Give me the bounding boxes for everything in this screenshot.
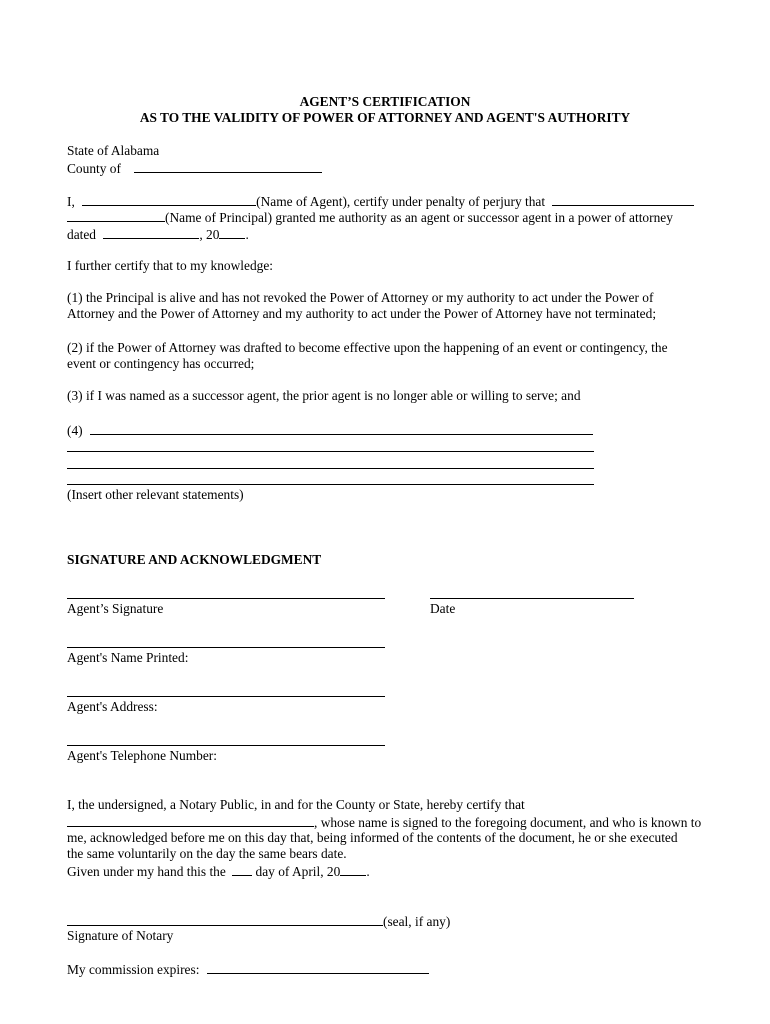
commission-label: My commission expires: xyxy=(67,962,200,977)
poa-year-blank[interactable] xyxy=(219,225,245,239)
date-label: Date xyxy=(430,601,456,616)
seal-label: (seal, if any) xyxy=(383,914,451,929)
statement-4-blank-line-2[interactable] xyxy=(67,451,594,452)
statement-1-line-2: Attorney and the Power of Attorney and my authority to act under the Power of Attorney have not terminated; xyxy=(67,306,657,321)
given-under-hand-line xyxy=(67,862,370,880)
notary-line-1: I, the undersigned, a Notary Public, in and for the County or State, hereby certify that xyxy=(67,797,525,812)
agent-telephone-line[interactable] xyxy=(67,745,385,746)
certification-line-2 xyxy=(67,208,673,226)
statement-4-label: (4) xyxy=(67,423,83,438)
agent-address-line[interactable] xyxy=(67,696,385,697)
document-title: AGENT’S CERTIFICATION xyxy=(299,94,471,109)
given-prefix: Given under my hand this the xyxy=(67,864,226,879)
notary-line-3: me, acknowledged before me on this day that, being informed of the contents of the document, he or she executed xyxy=(67,830,678,845)
given-mid: day of April, 20 xyxy=(255,864,341,879)
statement-2-line-2: event or contingency has occurred; xyxy=(67,356,255,371)
signature-heading: SIGNATURE AND ACKNOWLEDGMENT xyxy=(67,552,322,567)
notary-line-4: the same voluntarily on the day the same bears date. xyxy=(67,846,347,861)
principal-name-blank-part2[interactable] xyxy=(67,208,165,222)
given-day-blank[interactable] xyxy=(232,862,252,876)
county-line xyxy=(67,159,322,177)
principal-name-caption: (Name of Principal) granted me authority as an agent or successor agent in a power of attorney xyxy=(165,210,673,225)
date-line[interactable] xyxy=(430,598,634,599)
agent-name-printed-label: Agent's Name Printed: xyxy=(67,650,189,665)
agent-name-caption: (Name of Agent), certify under penalty of perjury that xyxy=(256,194,546,209)
notary-line-2-text: , whose name is signed to the foregoing document, and who is known to xyxy=(314,815,702,830)
poa-date-blank[interactable] xyxy=(103,225,199,239)
agent-telephone-label: Agent's Telephone Number: xyxy=(67,748,217,763)
agent-prefix: I, xyxy=(67,194,75,209)
agent-name-blank[interactable] xyxy=(82,192,256,206)
principal-name-blank-part1[interactable] xyxy=(552,192,694,206)
dated-label: dated xyxy=(67,227,96,242)
knowledge-intro: I further certify that to my knowledge: xyxy=(67,258,273,273)
commission-line xyxy=(67,960,429,978)
statement-3: (3) if I was named as a successor agent, the prior agent is no longer able or willing to serve; and xyxy=(67,388,581,403)
statement-4-line xyxy=(67,421,593,439)
notary-line-2 xyxy=(67,813,701,831)
other-statements-note: (Insert other relevant statements) xyxy=(67,487,244,502)
notary-person-blank[interactable] xyxy=(67,813,314,827)
statement-1-line-1: (1) the Principal is alive and has not revoked the Power of Attorney or my authority to act under the Power of xyxy=(67,290,654,305)
notary-signature-label: Signature of Notary xyxy=(67,928,174,943)
statement-2-line-1: (2) if the Power of Attorney was drafted to become effective upon the happening of an event or contingency, the xyxy=(67,340,668,355)
period: . xyxy=(245,227,249,242)
statement-4-blank-line-3[interactable] xyxy=(67,468,594,469)
notary-signature-blank[interactable] xyxy=(67,912,383,926)
document-subtitle: AS TO THE VALIDITY OF POWER OF ATTORNEY AND AGENT'S AUTHORITY xyxy=(139,110,631,125)
certification-line-3 xyxy=(67,225,249,243)
state-label: State of Alabama xyxy=(67,143,160,158)
county-label: County of xyxy=(67,161,121,176)
county-blank[interactable] xyxy=(134,159,322,173)
commission-expiry-blank[interactable] xyxy=(207,960,429,974)
agent-name-printed-line[interactable] xyxy=(67,647,385,648)
year-prefix: , 20 xyxy=(199,227,220,242)
given-year-blank[interactable] xyxy=(340,862,366,876)
statement-4-blank-line-4[interactable] xyxy=(67,484,594,485)
agent-signature-label: Agent’s Signature xyxy=(67,601,164,616)
agent-address-label: Agent's Address: xyxy=(67,699,158,714)
given-period: . xyxy=(366,864,370,879)
agent-signature-line[interactable] xyxy=(67,598,385,599)
statement-4-blank[interactable] xyxy=(90,421,593,435)
